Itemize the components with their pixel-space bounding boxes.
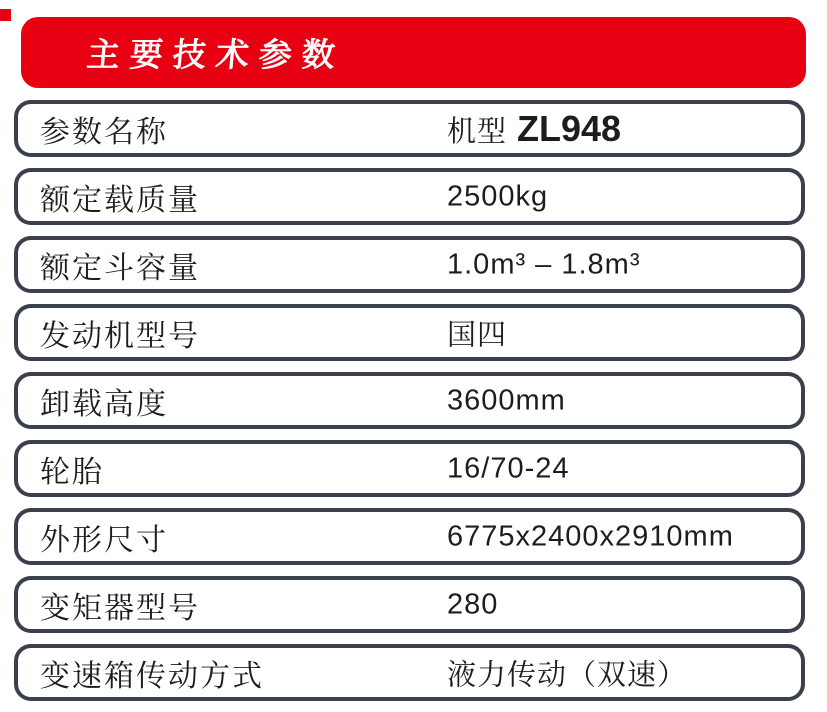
row-value (447, 108, 621, 150)
row-value: 2500kg (447, 180, 549, 212)
row-value: 280 (447, 588, 499, 620)
table-row-parameter-name (14, 100, 805, 157)
row-value: 6775x2400x2910mm (447, 520, 734, 552)
row-value: 16/70-24 (447, 452, 570, 484)
row-label: 轮胎 (40, 455, 104, 489)
page-title: 主要技术参数 (85, 36, 347, 73)
row-value: 3600mm (447, 384, 566, 416)
row-label: 变矩器型号 (40, 591, 200, 625)
table-row-dump-height (14, 372, 805, 429)
row-value: 液力传动（双速） (447, 659, 688, 691)
table-row-bucket-capacity (14, 236, 805, 293)
table-row-engine-model (14, 304, 805, 361)
table-row-rated-load (14, 168, 805, 225)
row-label: 外形尺寸 (40, 523, 168, 557)
row-value: 1.0m³ – 1.8m³ (447, 248, 641, 280)
table-row-tires (14, 440, 805, 497)
row-label: 额定斗容量 (40, 251, 200, 285)
row-label: 变速箱传动方式 (40, 659, 264, 693)
model-prefix: 机型 (447, 115, 508, 148)
table-row-torque-converter (14, 576, 805, 633)
model-code: ZL948 (517, 107, 622, 149)
row-value: 国四 (447, 319, 508, 351)
section-header-banner (21, 17, 806, 88)
row-label: 卸载高度 (40, 387, 168, 421)
spec-table (14, 100, 805, 712)
table-row-overall-dimensions (14, 508, 805, 565)
row-label: 额定载质量 (40, 183, 200, 217)
red-corner-mark-icon (0, 9, 11, 21)
row-label: 发动机型号 (40, 319, 200, 353)
row-label: 参数名称 (40, 115, 168, 149)
table-row-transmission-type (14, 644, 805, 701)
